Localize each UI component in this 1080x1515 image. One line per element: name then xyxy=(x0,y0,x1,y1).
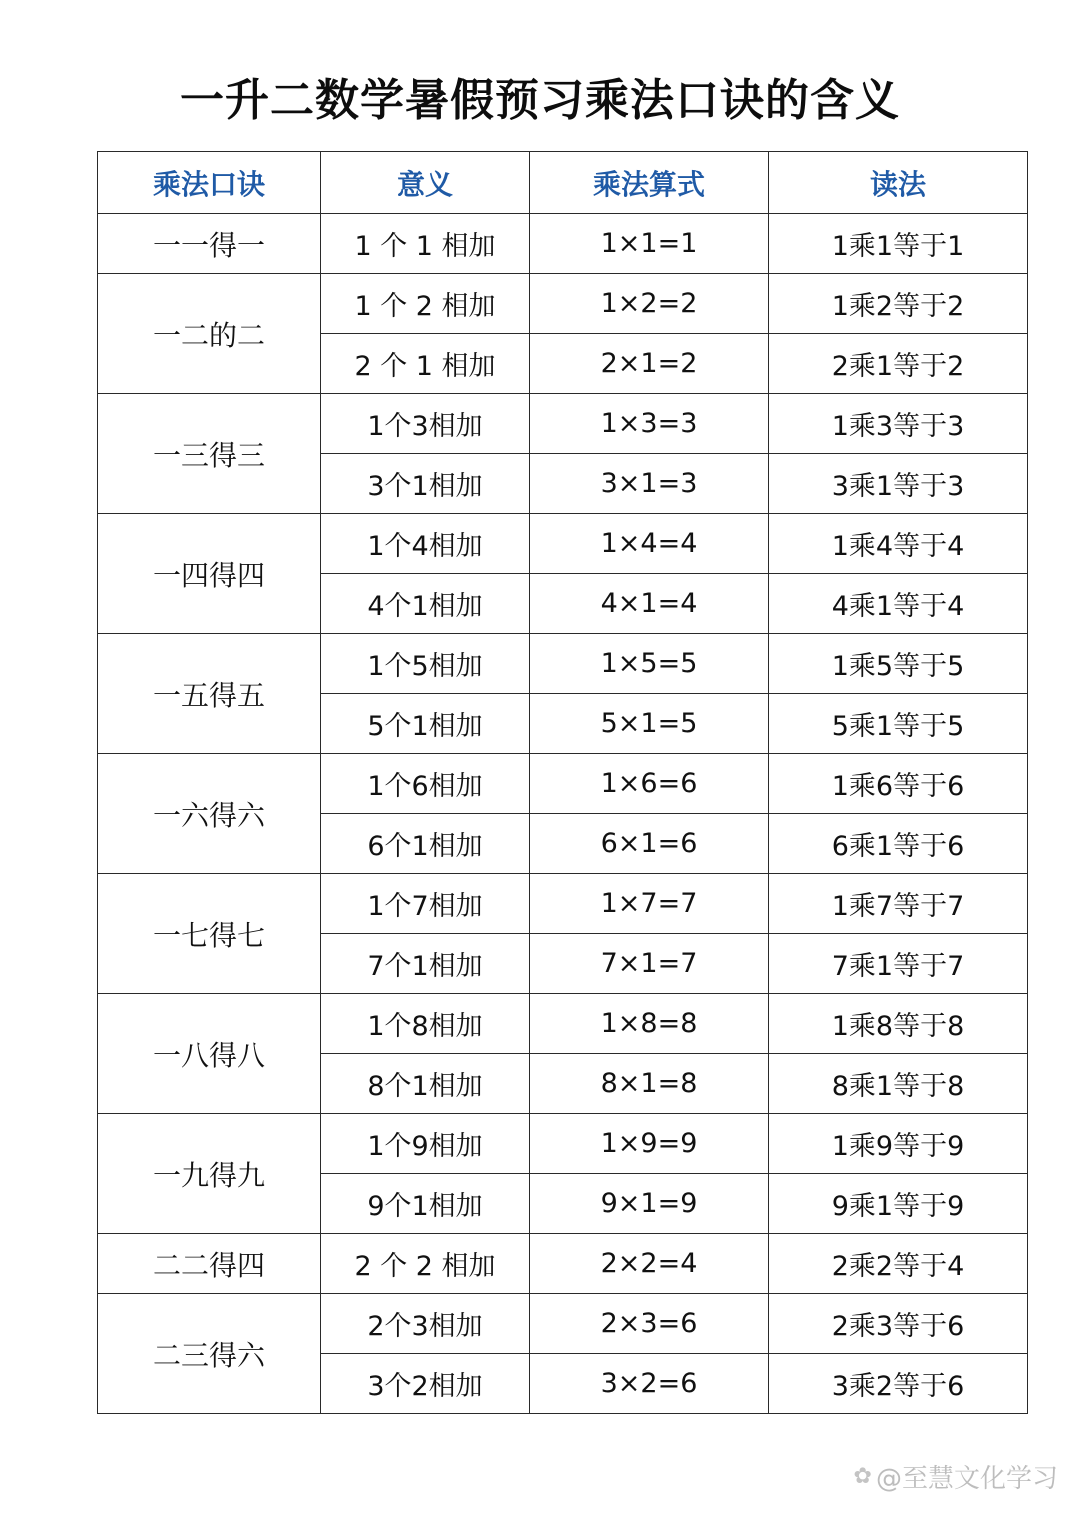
page-title: 一升二数学暑假预习乘法口诀的含义 xyxy=(180,75,900,126)
paw-icon: ✿ xyxy=(853,1464,872,1489)
reading-cell: 1乘8等于8 xyxy=(769,994,1028,1054)
multiplication-table xyxy=(97,151,1028,1414)
meaning-cell: 1个3相加 xyxy=(321,394,530,454)
reading-cell: 7乘1等于7 xyxy=(769,934,1028,994)
reading-cell: 1乘3等于3 xyxy=(769,394,1028,454)
header-formula: 乘法算式 xyxy=(530,152,769,214)
meaning-cell: 6个1相加 xyxy=(321,814,530,874)
reading-cell: 1乘7等于7 xyxy=(769,874,1028,934)
formula-cell: 1×1=1 xyxy=(530,214,769,274)
reading-cell: 2乘3等于6 xyxy=(769,1294,1028,1354)
formula-cell: 2×2=4 xyxy=(530,1234,769,1294)
rhyme-cell: 一七得七 xyxy=(98,874,321,994)
reading-cell: 5乘1等于5 xyxy=(769,694,1028,754)
meaning-cell: 1个7相加 xyxy=(321,874,530,934)
meaning-cell: 1 个 1 相加 xyxy=(321,214,530,274)
rhyme-cell: 一二的二 xyxy=(98,274,321,394)
reading-cell: 9乘1等于9 xyxy=(769,1174,1028,1234)
header-row xyxy=(98,152,1028,214)
table-row xyxy=(98,994,1028,1054)
table-row xyxy=(98,1234,1028,1294)
meaning-cell: 7个1相加 xyxy=(321,934,530,994)
table-row xyxy=(98,394,1028,454)
formula-cell: 2×1=2 xyxy=(530,334,769,394)
formula-cell: 9×1=9 xyxy=(530,1174,769,1234)
header-reading: 读法 xyxy=(769,152,1028,214)
meaning-cell: 8个1相加 xyxy=(321,1054,530,1114)
reading-cell: 1乘2等于2 xyxy=(769,274,1028,334)
meaning-cell: 5个1相加 xyxy=(321,694,530,754)
meaning-cell: 3个2相加 xyxy=(321,1354,530,1414)
rhyme-cell: 一六得六 xyxy=(98,754,321,874)
formula-cell: 1×5=5 xyxy=(530,634,769,694)
rhyme-cell: 一三得三 xyxy=(98,394,321,514)
watermark xyxy=(854,1458,1058,1495)
reading-cell: 1乘6等于6 xyxy=(769,754,1028,814)
reading-cell: 1乘4等于4 xyxy=(769,514,1028,574)
meaning-cell: 2 个 1 相加 xyxy=(321,334,530,394)
meaning-cell: 1个6相加 xyxy=(321,754,530,814)
rhyme-cell: 一八得八 xyxy=(98,994,321,1114)
formula-cell: 7×1=7 xyxy=(530,934,769,994)
formula-cell: 2×3=6 xyxy=(530,1294,769,1354)
rhyme-cell: 一一得一 xyxy=(98,214,321,274)
meaning-cell: 1个9相加 xyxy=(321,1114,530,1174)
meaning-cell: 2 个 2 相加 xyxy=(321,1234,530,1294)
formula-cell: 4×1=4 xyxy=(530,574,769,634)
formula-cell: 1×6=6 xyxy=(530,754,769,814)
table-row xyxy=(98,1294,1028,1354)
meaning-cell: 3个1相加 xyxy=(321,454,530,514)
table-body xyxy=(98,214,1028,1414)
formula-cell: 1×2=2 xyxy=(530,274,769,334)
table-row xyxy=(98,874,1028,934)
reading-cell: 3乘1等于3 xyxy=(769,454,1028,514)
reading-cell: 1乘1等于1 xyxy=(769,214,1028,274)
reading-cell: 8乘1等于8 xyxy=(769,1054,1028,1114)
meaning-cell: 1个8相加 xyxy=(321,994,530,1054)
table-row xyxy=(98,514,1028,574)
meaning-cell: 1 个 2 相加 xyxy=(321,274,530,334)
formula-cell: 1×8=8 xyxy=(530,994,769,1054)
reading-cell: 6乘1等于6 xyxy=(769,814,1028,874)
formula-cell: 3×1=3 xyxy=(530,454,769,514)
watermark-text: @至慧文化学习 xyxy=(875,1464,1058,1494)
rhyme-cell: 二二得四 xyxy=(98,1234,321,1294)
formula-cell: 1×9=9 xyxy=(530,1114,769,1174)
reading-cell: 1乘9等于9 xyxy=(769,1114,1028,1174)
table-row xyxy=(98,214,1028,274)
table-row xyxy=(98,754,1028,814)
reading-cell: 3乘2等于6 xyxy=(769,1354,1028,1414)
formula-cell: 6×1=6 xyxy=(530,814,769,874)
formula-cell: 5×1=5 xyxy=(530,694,769,754)
formula-cell: 1×7=7 xyxy=(530,874,769,934)
formula-cell: 1×4=4 xyxy=(530,514,769,574)
reading-cell: 1乘5等于5 xyxy=(769,634,1028,694)
rhyme-cell: 一四得四 xyxy=(98,514,321,634)
table-row xyxy=(98,274,1028,334)
reading-cell: 4乘1等于4 xyxy=(769,574,1028,634)
header-rhyme: 乘法口诀 xyxy=(98,152,321,214)
header-meaning: 意义 xyxy=(321,152,530,214)
meaning-cell: 1个4相加 xyxy=(321,514,530,574)
rhyme-cell: 一九得九 xyxy=(98,1114,321,1234)
rhyme-cell: 二三得六 xyxy=(98,1294,321,1414)
reading-cell: 2乘1等于2 xyxy=(769,334,1028,394)
table-row xyxy=(98,634,1028,694)
meaning-cell: 9个1相加 xyxy=(321,1174,530,1234)
table-row xyxy=(98,1114,1028,1174)
formula-cell: 3×2=6 xyxy=(530,1354,769,1414)
formula-cell: 1×3=3 xyxy=(530,394,769,454)
formula-cell: 8×1=8 xyxy=(530,1054,769,1114)
meaning-cell: 4个1相加 xyxy=(321,574,530,634)
reading-cell: 2乘2等于4 xyxy=(769,1234,1028,1294)
rhyme-cell: 一五得五 xyxy=(98,634,321,754)
meaning-cell: 1个5相加 xyxy=(321,634,530,694)
meaning-cell: 2个3相加 xyxy=(321,1294,530,1354)
